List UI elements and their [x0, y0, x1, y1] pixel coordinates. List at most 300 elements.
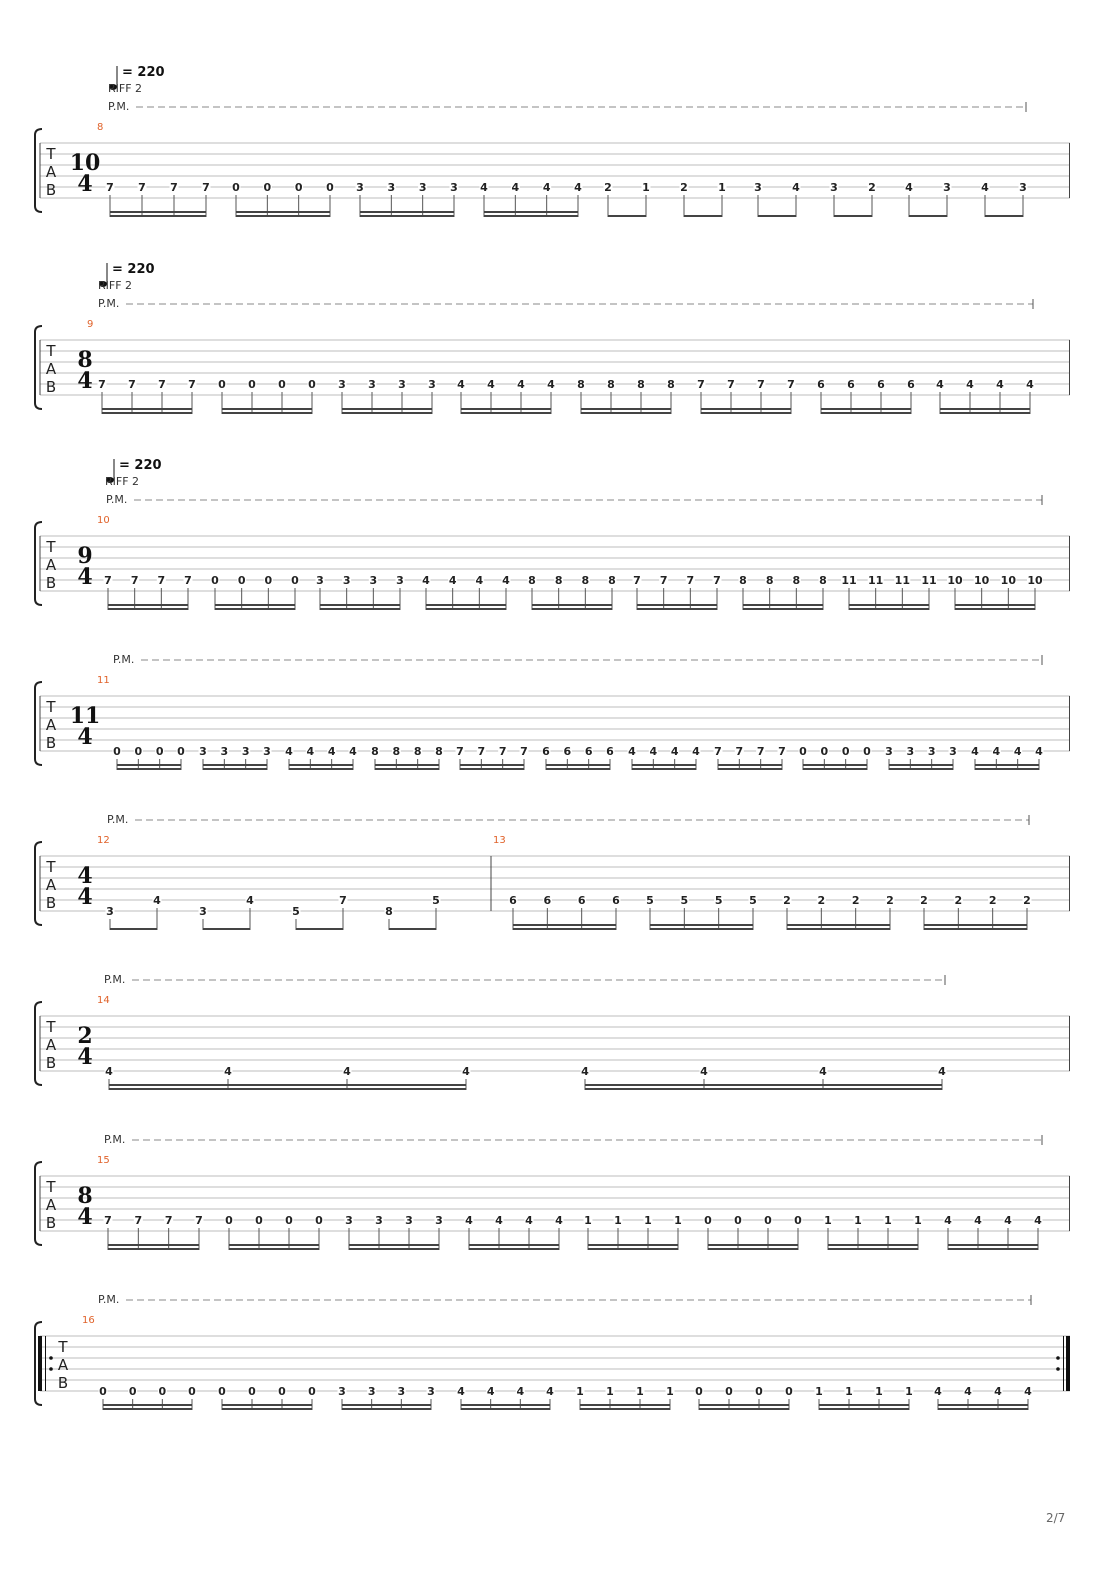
fret-number: 4	[934, 1385, 942, 1398]
beam	[718, 768, 782, 770]
fret-number: 3	[368, 378, 376, 391]
note-group	[218, 1385, 317, 1410]
beam	[758, 215, 796, 217]
fret-number: 0	[308, 378, 316, 391]
fret-number: 0	[704, 1214, 712, 1227]
fret-number: 11	[868, 574, 884, 587]
time-signature-top: 11	[69, 703, 101, 729]
tab-clef-letter: A	[45, 876, 57, 894]
fret-number: 4	[516, 1385, 525, 1398]
fret-number: 5	[680, 894, 689, 907]
fret-number: 7	[520, 745, 528, 758]
beam	[460, 768, 524, 770]
tab-clef-letter: A	[45, 716, 57, 734]
beam	[110, 928, 157, 930]
beam	[117, 764, 181, 766]
beam	[701, 412, 791, 414]
note-group	[457, 1385, 555, 1410]
repeat-dot	[1056, 1356, 1060, 1360]
fret-number: 4	[964, 1385, 972, 1398]
bar-10	[77, 515, 1043, 610]
fret-number: 8	[554, 574, 563, 587]
fret-number: 7	[104, 1214, 112, 1227]
fret-number: 4	[792, 181, 800, 194]
fret-number: 0	[285, 1214, 293, 1227]
time-signature-top: 9	[77, 543, 93, 569]
fret-number: 4	[327, 745, 336, 758]
fret-number: 8	[765, 574, 774, 587]
beam	[588, 1244, 678, 1246]
note-group	[480, 181, 583, 217]
beam	[975, 764, 1039, 766]
time-signature-bottom: 4	[77, 171, 93, 197]
note-group	[830, 181, 877, 217]
fret-number: 10	[1027, 574, 1043, 587]
beam	[203, 768, 267, 770]
fret-number: 0	[248, 1385, 256, 1398]
fret-number: 4	[981, 181, 989, 194]
fret-number: 0	[820, 745, 829, 758]
note-group	[936, 378, 1035, 414]
beam	[708, 1248, 798, 1250]
fret-number: 4	[542, 181, 551, 194]
fret-number: 4	[905, 181, 913, 194]
fret-number: 2	[783, 894, 791, 907]
fret-number: 4	[1026, 378, 1034, 391]
tempo-marking: = 220	[119, 458, 162, 473]
fret-number: 2	[817, 894, 826, 907]
tab-clef-letter: T	[46, 342, 56, 360]
tab-clef-letter: B	[45, 1054, 57, 1072]
repeat-dot	[49, 1356, 53, 1360]
repeat-dot	[1056, 1367, 1060, 1371]
fret-number: 0	[158, 1385, 167, 1398]
fret-number: 4	[487, 378, 495, 391]
beam	[215, 608, 295, 610]
bar-number: 11	[97, 675, 110, 686]
beam	[236, 215, 330, 217]
fret-number: 4	[994, 1385, 1002, 1398]
note-group	[218, 378, 317, 414]
fret-number: 0	[764, 1214, 772, 1227]
fret-number: 1	[815, 1385, 823, 1398]
fret-number: 6	[606, 745, 614, 758]
fret-number: 8	[792, 574, 801, 587]
fret-number: 8	[371, 745, 379, 758]
fret-number: 3	[435, 1214, 443, 1227]
fret-number: 1	[636, 1385, 644, 1398]
fret-number: 0	[734, 1214, 742, 1227]
fret-number: 0	[794, 1214, 802, 1227]
fret-number: 0	[225, 1214, 233, 1227]
fret-number: 7	[195, 1214, 203, 1227]
fret-number: 7	[697, 378, 705, 391]
fret-number: 0	[188, 1385, 196, 1398]
fret-number: 5	[714, 894, 723, 907]
tab-clef-letter: T	[46, 858, 56, 876]
fret-number: 3	[398, 378, 406, 391]
note-group	[981, 181, 1028, 217]
beam	[360, 215, 454, 217]
beam	[787, 928, 890, 930]
beam	[699, 1408, 789, 1410]
beam	[389, 928, 436, 930]
beam	[708, 1244, 798, 1246]
note-group	[356, 181, 459, 217]
fret-number: 8	[581, 574, 590, 587]
fret-number: 3	[367, 1385, 376, 1398]
beam	[360, 211, 454, 213]
beam	[296, 928, 343, 930]
fret-number: 0	[232, 181, 240, 194]
fret-number: 6	[563, 745, 572, 758]
note-group	[783, 894, 895, 930]
beam	[938, 1408, 1028, 1410]
bar-number: 12	[97, 835, 110, 846]
fret-number: 3	[927, 745, 936, 758]
beam	[236, 211, 330, 213]
note-group	[225, 1214, 324, 1250]
fret-number: 1	[674, 1214, 682, 1227]
fret-number: 3	[943, 181, 951, 194]
fret-number: 7	[727, 378, 735, 391]
note-group	[104, 574, 193, 610]
fret-number: 7	[757, 378, 765, 391]
fret-number: 7	[134, 1214, 143, 1227]
note-group	[106, 894, 162, 930]
fret-number: 2	[920, 894, 928, 907]
beam	[743, 604, 823, 606]
fret-number: 3	[1019, 181, 1027, 194]
beam	[108, 608, 188, 610]
beam	[375, 768, 439, 770]
beam	[108, 1248, 199, 1250]
note-group	[457, 378, 556, 414]
bar-number: 16	[82, 1315, 95, 1326]
fret-number: 1	[666, 1385, 674, 1398]
fret-number: 2	[604, 181, 612, 194]
fret-number: 7	[756, 745, 765, 758]
beam	[203, 764, 267, 766]
beam	[103, 1408, 192, 1410]
beam	[650, 924, 753, 926]
note-group	[338, 1385, 436, 1410]
beam	[426, 608, 506, 610]
fret-number: 4	[517, 378, 525, 391]
beam	[426, 604, 506, 606]
system-1	[35, 65, 1070, 217]
beam	[938, 1404, 1028, 1406]
bar-13	[491, 835, 1032, 930]
fret-number: 0	[264, 574, 273, 587]
fret-number: 0	[785, 1385, 793, 1398]
fret-number: 3	[338, 1385, 346, 1398]
fret-number: 4	[105, 1065, 113, 1078]
fret-number: 8	[667, 378, 675, 391]
fret-number: 8	[528, 574, 536, 587]
system-bracket	[35, 842, 42, 925]
beam	[580, 1408, 670, 1410]
fret-number: 3	[405, 1214, 413, 1227]
note-group	[285, 745, 358, 770]
beam	[849, 604, 929, 606]
fret-number: 4	[495, 1214, 503, 1227]
fret-number: 1	[614, 1214, 622, 1227]
fret-number: 4	[546, 1385, 554, 1398]
note-group	[646, 894, 758, 930]
fret-number: 7	[787, 378, 795, 391]
bar-15	[77, 1155, 1042, 1250]
tempo-marking: = 220	[112, 262, 155, 277]
beam	[940, 412, 1030, 414]
fret-number: 0	[315, 1214, 323, 1227]
beam	[484, 215, 578, 217]
fret-number: 7	[498, 745, 507, 758]
fret-number: 0	[294, 181, 303, 194]
note-group	[577, 378, 676, 414]
beam	[289, 768, 353, 770]
tab-clef-letter: B	[45, 378, 57, 396]
tab-clef-letter: B	[57, 1374, 69, 1392]
fret-number: 6	[509, 894, 517, 907]
tab-clef-letter: B	[45, 574, 57, 592]
bar-number: 9	[87, 319, 94, 330]
fret-number: 8	[739, 574, 747, 587]
fret-number: 0	[326, 181, 334, 194]
tab-clef-letter: T	[46, 1018, 56, 1036]
note-group	[817, 378, 916, 414]
fret-number: 4	[511, 181, 520, 194]
fret-number: 4	[700, 1065, 708, 1078]
fret-number: 1	[584, 1214, 592, 1227]
fret-number: 4	[692, 745, 700, 758]
fret-number: 4	[457, 378, 465, 391]
fret-number: 3	[106, 905, 114, 918]
fret-number: 2	[851, 894, 860, 907]
repeat-dot	[49, 1367, 53, 1371]
repeat-start-thick	[38, 1336, 42, 1391]
fret-number: 6	[877, 378, 885, 391]
beam	[637, 604, 717, 606]
system-bracket	[35, 1162, 42, 1245]
beam	[342, 408, 432, 410]
fret-number: 7	[138, 181, 146, 194]
fret-number: 0	[99, 1385, 107, 1398]
fret-number: 0	[799, 745, 807, 758]
fret-number: 2	[868, 181, 876, 194]
note-group	[841, 574, 937, 610]
fret-number: 3	[220, 745, 229, 758]
fret-number: 0	[755, 1385, 763, 1398]
time-signature-bottom: 4	[77, 564, 93, 590]
fret-number: 8	[819, 574, 827, 587]
beam	[349, 1244, 439, 1246]
time-signature-bottom: 4	[77, 1044, 93, 1070]
fret-number: 6	[907, 378, 915, 391]
tab-clef-letter: A	[45, 556, 57, 574]
fret-number: 1	[884, 1214, 892, 1227]
fret-number: 4	[457, 1385, 465, 1398]
note-group	[704, 1214, 803, 1250]
beam	[909, 215, 947, 217]
note-group	[824, 1214, 923, 1250]
system-8	[35, 1293, 1070, 1410]
note-group	[98, 378, 197, 414]
bar-number: 13	[493, 835, 506, 846]
fret-number: 3	[450, 181, 458, 194]
beam	[684, 215, 722, 217]
fret-number: 11	[894, 574, 910, 587]
fret-number: 5	[749, 894, 757, 907]
beam	[821, 408, 911, 410]
fret-number: 0	[218, 378, 226, 391]
fret-number: 4	[153, 894, 161, 907]
note-group	[604, 181, 651, 217]
beam	[484, 211, 578, 213]
fret-number: 4	[992, 745, 1001, 758]
beam	[229, 1248, 319, 1250]
beam	[117, 768, 181, 770]
fret-number: 0	[237, 574, 246, 587]
fret-number: 4	[1024, 1385, 1032, 1398]
system-bracket	[35, 129, 42, 212]
note-group	[509, 894, 621, 930]
fret-number: 4	[285, 745, 293, 758]
fret-number: 0	[134, 745, 143, 758]
fret-number: 4	[974, 1214, 982, 1227]
fret-number: 4	[966, 378, 974, 391]
fret-number: 2	[988, 894, 997, 907]
fret-number: 3	[199, 745, 207, 758]
beam	[461, 412, 551, 414]
fret-number: 4	[224, 1065, 232, 1078]
beam	[588, 1248, 678, 1250]
fret-number: 7	[456, 745, 464, 758]
system-bracket	[35, 326, 42, 409]
system-6	[35, 973, 1070, 1090]
note-group	[456, 745, 529, 770]
fret-number: 1	[824, 1214, 832, 1227]
fret-number: 0	[308, 1385, 316, 1398]
bar-8	[70, 122, 1028, 217]
fret-number: 0	[255, 1214, 263, 1227]
fret-number: 3	[263, 745, 271, 758]
beam	[581, 412, 671, 414]
beam	[109, 1084, 466, 1086]
beam	[948, 1244, 1038, 1246]
beam	[819, 1404, 909, 1406]
fret-number: 3	[342, 574, 351, 587]
fret-number: 8	[607, 378, 615, 391]
note-group	[338, 378, 437, 414]
fret-number: 8	[577, 378, 585, 391]
note-group	[292, 894, 348, 930]
beam	[975, 768, 1039, 770]
beam	[110, 215, 206, 217]
fret-number: 7	[713, 574, 721, 587]
fret-number: 4	[936, 378, 944, 391]
beam	[924, 928, 1027, 930]
fret-number: 4	[670, 745, 679, 758]
beam	[849, 608, 929, 610]
fret-number: 4	[448, 574, 457, 587]
fret-number: 0	[291, 574, 299, 587]
fret-number: 4	[581, 1065, 589, 1078]
beam	[222, 1408, 312, 1410]
note-group	[542, 745, 615, 770]
fret-number: 0	[263, 181, 272, 194]
fret-number: 8	[413, 745, 422, 758]
beam	[532, 604, 612, 606]
fret-number: 6	[577, 894, 586, 907]
bar-16	[82, 1315, 1033, 1410]
fret-number: 4	[349, 745, 357, 758]
fret-number: 6	[584, 745, 593, 758]
beam	[103, 1404, 192, 1406]
fret-number: 2	[1023, 894, 1031, 907]
tab-clef-letter: A	[45, 163, 57, 181]
fret-number: 0	[177, 745, 185, 758]
note-group	[971, 745, 1044, 770]
time-signature-top: 8	[77, 347, 93, 373]
fret-number: 11	[921, 574, 937, 587]
note-group	[799, 745, 872, 770]
note-group	[232, 181, 335, 217]
fret-number: 7	[157, 574, 166, 587]
time-signature-top: 2	[77, 1023, 93, 1049]
fret-number: 0	[128, 1385, 137, 1398]
fret-number: 6	[847, 378, 855, 391]
note-group	[934, 1385, 1033, 1410]
fret-number: 0	[155, 745, 164, 758]
tab-clef-letter: T	[46, 1178, 56, 1196]
fret-number: 3	[345, 1214, 353, 1227]
tab-clef-letter: B	[45, 181, 57, 199]
fret-number: 7	[477, 745, 486, 758]
fret-number: 4	[547, 378, 555, 391]
note-group	[576, 1385, 675, 1410]
bar-9	[77, 319, 1034, 414]
note-group	[105, 1065, 471, 1090]
fret-number: 8	[392, 745, 401, 758]
fret-number: 4	[944, 1214, 952, 1227]
note-group	[815, 1385, 914, 1410]
beam	[222, 412, 312, 414]
note-group	[528, 574, 617, 610]
fret-number: 7	[98, 378, 106, 391]
note-group	[199, 745, 272, 770]
note-group	[581, 1065, 947, 1090]
fret-number: 0	[695, 1385, 703, 1398]
fret-number: 7	[202, 181, 210, 194]
note-group	[113, 745, 186, 770]
fret-number: 10	[974, 574, 990, 587]
beam	[222, 408, 312, 410]
beam	[632, 768, 696, 770]
fret-number: 1	[644, 1214, 652, 1227]
time-signature-bottom: 4	[77, 1204, 93, 1230]
beam	[985, 215, 1023, 217]
palm-mute-label: P.M.	[107, 813, 129, 826]
fret-number: 4	[306, 745, 315, 758]
fret-number: 4	[555, 1214, 563, 1227]
bar-11	[70, 675, 1044, 770]
fret-number: 7	[170, 181, 178, 194]
system-5	[35, 813, 1070, 930]
beam	[955, 608, 1035, 610]
beam	[699, 1404, 789, 1406]
fret-number: 8	[385, 905, 393, 918]
